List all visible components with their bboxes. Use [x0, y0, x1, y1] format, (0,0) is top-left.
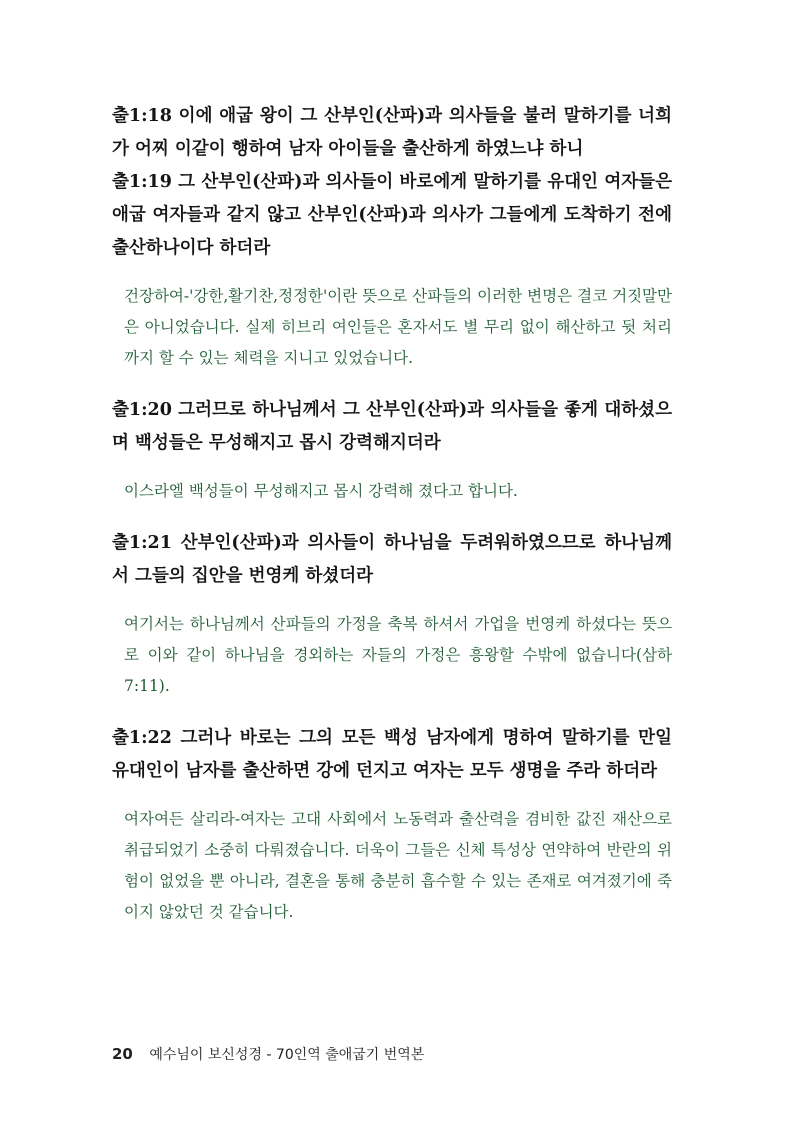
- commentary-text: 이스라엘 백성들이 무성해지고 몹시 강력해 졌다고 합니다.: [124, 482, 518, 500]
- page-content: [112, 100, 672, 948]
- verse-text: 출1:20 그러므로 하나님께서 그 산부인(산파)과 의사들을 좋게 대하셨으며 백성들은 무성해지고 몹시 강력해지더라: [112, 400, 672, 453]
- book-title: 예수님이 보신성경 - 70인역 출애굽기 번역본: [149, 1047, 425, 1063]
- commentary-text: 여자여든 살리라-여자는 고대 사회에서 노동력과 출산력을 겸비한 값진 재산으로 취급되었기 소중히 다뤄졌습니다. 더욱이 그들은 신체 특성상 연약하여 반란의 위험이 없었을 뿐 아니라, 결혼을 통해 충분히 흡수할 수 있는 존재로 여겨졌기에 죽이지 않았던 것 같습니다.: [124, 810, 672, 921]
- verse-text: 출1:22 그러나 바로는 그의 모든 백성 남자에게 명하여 말하기를 만일 유대인이 남자를 출산하면 강에 던지고 여자는 모두 생명을 주라 하더라: [112, 728, 672, 781]
- verse-text: 출1:21 산부인(산파)과 의사들이 하나님을 두려워하였으므로 하나님께서 그들의 집안을 번영케 하셨더라: [112, 533, 672, 586]
- page-number: 20: [112, 1045, 133, 1063]
- verse-block-1: [112, 100, 672, 374]
- commentary-text: 여기서는 하나님께서 산파들의 가정을 축복 하셔서 가업을 번영케 하셨다는 뜻으로 이와 같이 하나님을 경외하는 자들의 가정은 흥왕할 수밖에 없습니다(삼하7:11).: [124, 615, 672, 695]
- verse-text: 출1:18 이에 애굽 왕이 그 산부인(산파)과 의사들을 불러 말하기를 너희가 어찌 이같이 행하여 남자 아이들을 출산하게 하였느냐 하니: [112, 106, 672, 159]
- commentary-text: 건장하여-'강한,활기찬,정정한'이란 뜻으로 산파들의 이러한 변명은 결코 거짓말만은 아니었습니다. 실제 히브리 여인들은 혼자서도 별 무리 없이 해산하고 뒷 처리까지 할 수 있는 체력을 지니고 있었습니다.: [124, 287, 672, 367]
- verse-block-2: [112, 394, 672, 507]
- page-footer: [112, 1044, 424, 1064]
- verse-block-4: [112, 722, 672, 928]
- verse-block-3: [112, 527, 672, 702]
- verse-text: 출1:19 그 산부인(산파)과 의사들이 바로에게 말하기를 유대인 여자들은 애굽 여자들과 같지 않고 산부인(산파)과 의사가 그들에게 도착하기 전에 출산하나이다 하더라: [112, 172, 672, 258]
